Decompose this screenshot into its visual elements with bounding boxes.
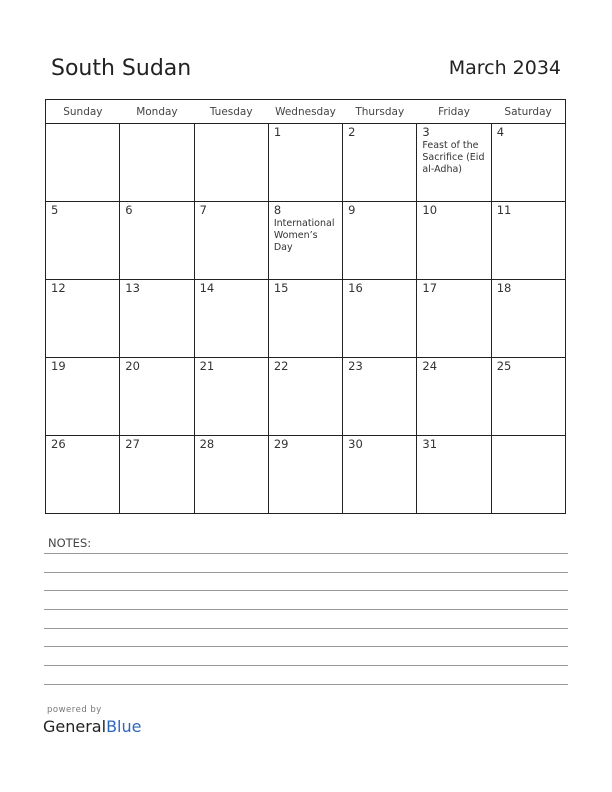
calendar-grid — [45, 99, 566, 514]
day-number: 1 — [273, 125, 282, 139]
day-cell — [343, 436, 417, 514]
weekday-tuesday: Tuesday — [194, 100, 268, 124]
day-number: 26 — [51, 437, 66, 451]
day-number: 27 — [125, 437, 140, 451]
day-number: 10 — [422, 203, 438, 217]
generalblue-logo — [43, 717, 141, 736]
day-number: 13 — [125, 281, 140, 295]
day-number: 30 — [348, 437, 363, 451]
day-cell — [194, 436, 268, 514]
day-number: 9 — [348, 203, 356, 217]
note-line — [44, 553, 568, 554]
day-cell — [417, 202, 491, 280]
day-number: 3 — [422, 125, 430, 139]
day-number: 22 — [273, 359, 289, 373]
brand-general: General — [43, 717, 107, 736]
day-number: 31 — [422, 437, 438, 451]
weekday-sunday: Sunday — [46, 100, 120, 124]
day-cell — [417, 124, 491, 202]
day-cell — [491, 280, 565, 358]
weekday-header-row — [46, 100, 566, 124]
note-line — [44, 684, 568, 685]
week-row — [46, 202, 566, 280]
day-number: 23 — [348, 359, 363, 373]
day-number: 8 — [273, 203, 282, 217]
holiday-event: International Women’s Day — [273, 218, 335, 253]
day-cell — [194, 358, 268, 436]
day-number: 19 — [51, 359, 66, 373]
day-number: 6 — [125, 203, 133, 217]
day-number: 7 — [199, 203, 207, 217]
day-number: 20 — [125, 359, 140, 373]
day-number: 24 — [422, 359, 438, 373]
day-cell — [417, 280, 491, 358]
notes-label: NOTES: — [48, 536, 92, 550]
week-row — [46, 358, 566, 436]
day-cell — [120, 124, 194, 202]
day-cell — [46, 124, 120, 202]
day-number: 12 — [51, 281, 66, 295]
note-line — [44, 572, 568, 573]
holiday-event: Feast of the Sacrifice (Eid al-Adha) — [422, 140, 485, 175]
day-cell — [46, 436, 120, 514]
day-cell — [268, 124, 342, 202]
day-number: 18 — [496, 281, 512, 295]
month-year-title: March 2034 — [448, 57, 561, 79]
weekday-monday: Monday — [120, 100, 194, 124]
note-line — [44, 590, 568, 591]
day-number: 14 — [199, 281, 215, 295]
day-number: 11 — [496, 203, 512, 217]
day-cell — [268, 436, 342, 514]
note-line — [44, 646, 568, 647]
day-cell — [491, 202, 565, 280]
day-cell — [120, 202, 194, 280]
week-row — [46, 124, 566, 202]
day-number: 28 — [199, 437, 215, 451]
day-number: 21 — [199, 359, 215, 373]
day-cell — [491, 124, 565, 202]
day-cell — [417, 358, 491, 436]
day-cell — [343, 202, 417, 280]
day-cell — [194, 202, 268, 280]
country-title: South Sudan — [51, 56, 192, 81]
day-cell — [194, 124, 268, 202]
day-cell — [120, 280, 194, 358]
week-row — [46, 280, 566, 358]
brand-blue: Blue — [106, 717, 142, 736]
day-number: 4 — [496, 125, 505, 139]
day-cell — [194, 280, 268, 358]
week-row — [46, 436, 566, 514]
note-line — [44, 665, 568, 666]
day-number: 25 — [496, 359, 512, 373]
day-number: 16 — [348, 281, 363, 295]
day-cell — [120, 358, 194, 436]
day-number: 29 — [273, 437, 289, 451]
day-number: 5 — [51, 203, 59, 217]
day-cell — [491, 436, 565, 514]
day-cell — [491, 358, 565, 436]
day-cell — [46, 280, 120, 358]
day-cell — [268, 280, 342, 358]
day-cell — [343, 124, 417, 202]
day-cell — [268, 202, 342, 280]
day-cell — [343, 280, 417, 358]
day-number: 15 — [273, 281, 289, 295]
note-line — [44, 609, 568, 610]
weekday-friday: Friday — [417, 100, 491, 124]
day-cell — [120, 436, 194, 514]
powered-by-text: powered by — [47, 705, 102, 715]
day-number: 2 — [348, 125, 356, 139]
weekday-saturday: Saturday — [491, 100, 565, 124]
day-cell — [343, 358, 417, 436]
day-cell — [46, 202, 120, 280]
weekday-wednesday: Wednesday — [268, 100, 342, 124]
day-cell — [417, 436, 491, 514]
day-cell — [46, 358, 120, 436]
note-line — [44, 628, 568, 629]
weekday-thursday: Thursday — [343, 100, 417, 124]
day-cell — [268, 358, 342, 436]
day-number: 17 — [422, 281, 438, 295]
